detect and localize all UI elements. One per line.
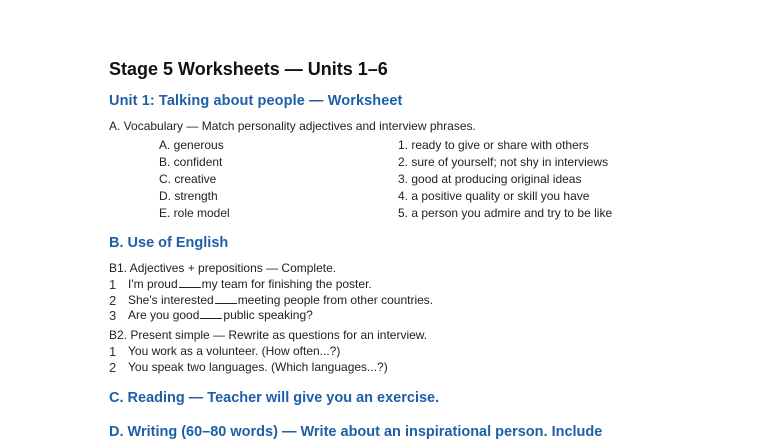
answer-blank[interactable] (179, 277, 201, 288)
item-text: meeting people from other countries. (237, 292, 434, 307)
match-left-item: D. strength (159, 189, 218, 203)
match-left-column (159, 137, 230, 222)
b2-list (109, 344, 388, 375)
match-right-item: 1. ready to give or share with others (398, 138, 589, 152)
item-text: my team for finishing the poster. (201, 277, 372, 291)
match-left-item: B. confident (159, 155, 223, 169)
match-right-item: 2. sure of yourself; not shy in interviews (398, 155, 609, 169)
section-b-heading: B. Use of English (109, 235, 229, 251)
list-item (109, 277, 433, 293)
item-number: 3 (109, 308, 117, 323)
item-number: 1 (109, 344, 117, 359)
match-right-item: 3. good at producing original ideas (398, 172, 582, 186)
unit-heading: Unit 1: Talking about people — Worksheet (109, 93, 403, 109)
match-left-item: E. role model (159, 206, 230, 220)
list-item (109, 344, 388, 360)
b1-instruction: B1. Adjectives + prepositions — Complete. (109, 261, 337, 275)
answer-blank[interactable] (215, 293, 237, 304)
section-d-heading: D. Writing (60–80 words) — Write about an inspirational person. Include (109, 424, 603, 440)
item-text: She's interested (128, 292, 214, 307)
match-left-item: A. generous (159, 138, 224, 152)
list-item (109, 308, 433, 324)
match-right-item: 5. a person you admire and try to be like (398, 206, 613, 220)
answer-blank[interactable] (200, 308, 222, 319)
item-text: I'm proud (128, 277, 178, 291)
item-text: Are you good (128, 308, 200, 322)
b1-list (109, 277, 433, 324)
section-a-instruction: A. Vocabulary — Match personality adjectives and interview phrases. (109, 119, 476, 133)
item-number: 2 (109, 359, 117, 375)
section-c-heading: C. Reading — Teacher will give you an exercise. (109, 390, 440, 406)
item-number: 1 (109, 277, 117, 292)
b2-instruction: B2. Present simple — Rewrite as questions for an interview. (109, 328, 428, 342)
document-title: Stage 5 Worksheets — Units 1–6 (109, 59, 388, 79)
item-text: You speak two languages. (Which languages...?) (128, 359, 388, 374)
list-item (109, 360, 388, 376)
match-right-item: 4. a positive quality or skill you have (398, 189, 590, 203)
match-left-item: C. creative (159, 172, 217, 186)
item-text: You work as a volunteer. (How often...?) (128, 344, 341, 358)
list-item (109, 293, 433, 309)
match-right-column (398, 137, 612, 222)
item-text: public speaking? (223, 308, 313, 322)
item-number: 2 (109, 292, 117, 308)
